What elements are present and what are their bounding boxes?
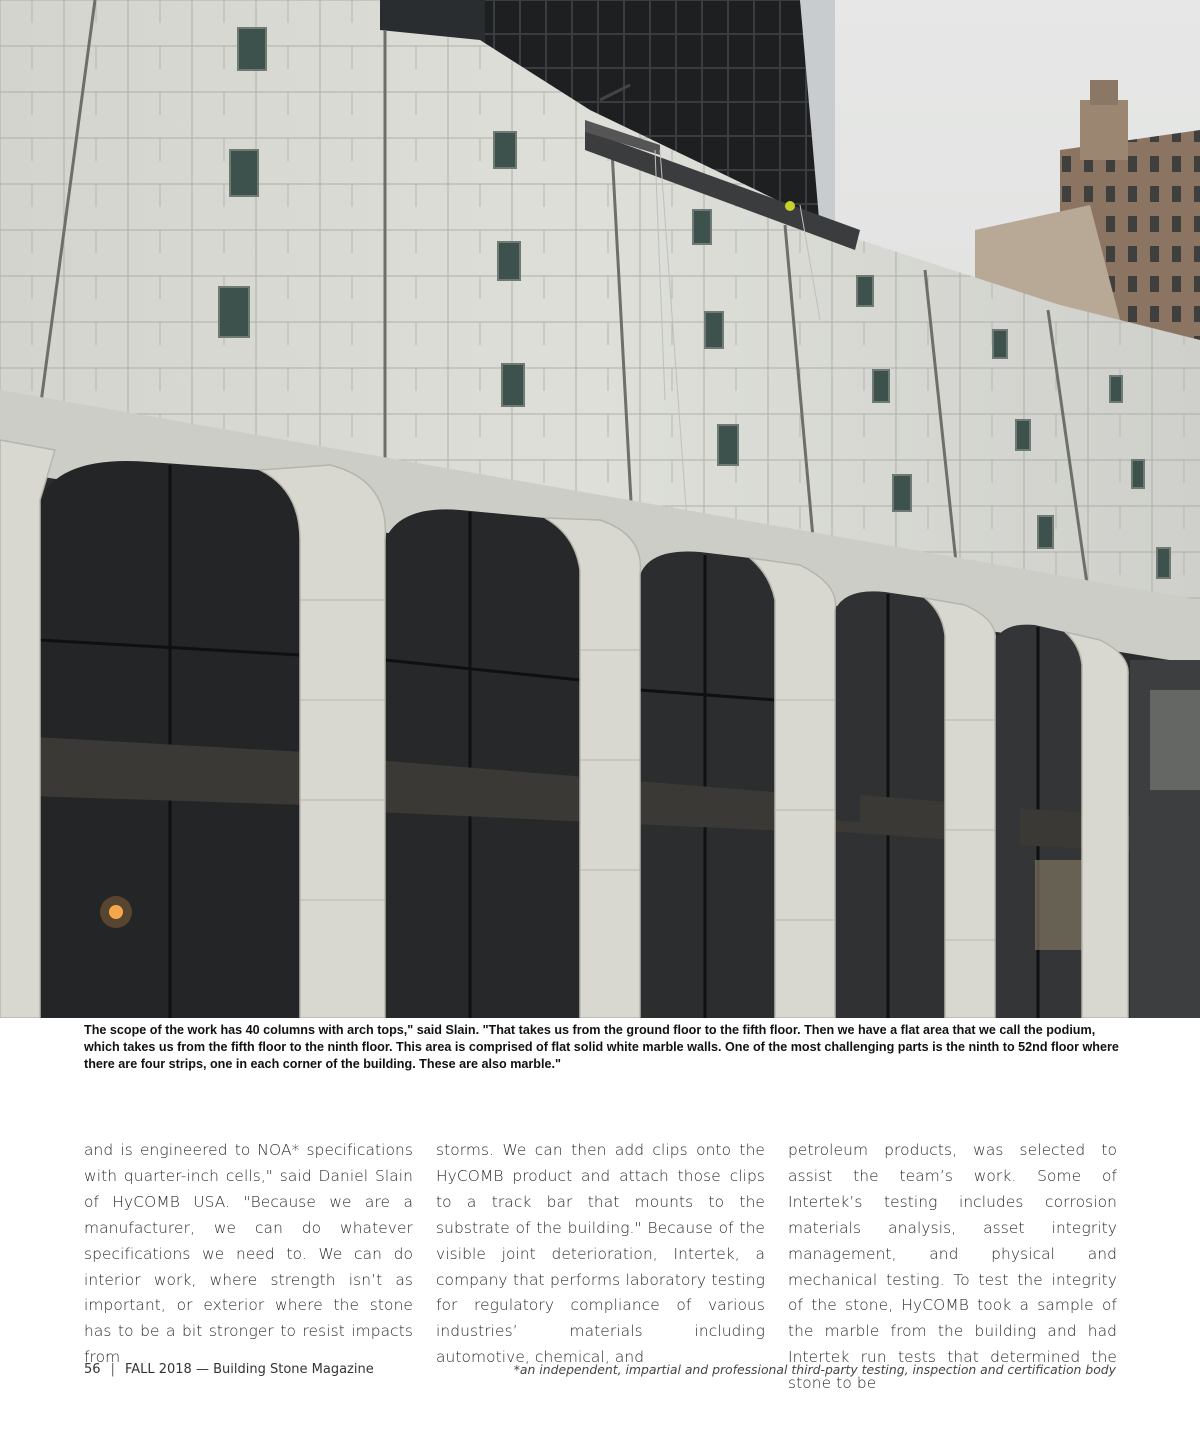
footnote: *an independent, impartial and professional third-party testing, inspection and certification body [513,1362,1116,1377]
page-number: 56 [84,1362,101,1377]
issue-label: FALL 2018 [124,1362,192,1377]
footer-separator: | [110,1362,115,1377]
article-column-2: storms. We can then add clips onto the HyCOMB product and attach those clips to a track bar that mounts to the substrate of the building." Because of the visible joint deterioration, Intertek, a company that performs laboratory testing for regulatory compliance of various industries’ materials including automotive, chemical, and [436,1141,765,1367]
photo-caption: The scope of the work has 40 columns with arch tops," said Slain. "That takes us from the ground floor to the fifth floor. Then we have a flat area that we call the podium, which takes us from the fifth floor to the ninth floor. This area is comprised of flat solid white marble walls. One of the most challenging parts is the ninth to 52nd floor where there are four strips, one in each corner of the building. These are also marble." [84,1023,1119,1071]
page-footer [84,1362,374,1377]
article-column-1: and is engineered to NOA* specifications with quarter-inch cells," said Daniel Slain of HyCOMB USA. "Because we are a manufacturer, we can do whatever specifications we need to. We can do interior work, where strength isn’t as important, or exterior where the stone has to be a bit stronger to resist impacts from [84,1141,413,1367]
publication-name: — Building Stone Magazine [195,1362,374,1377]
article-column-3: petroleum products, was selected to assist the team’s work. Some of Intertek’s testing includes corrosion materials analysis, asset integrity management, and physical and mechanical testing. To test the integrity of the stone, HyCOMB took a sample of the marble from the building and had Intertek run tests that determined the stone to be [788,1141,1117,1393]
